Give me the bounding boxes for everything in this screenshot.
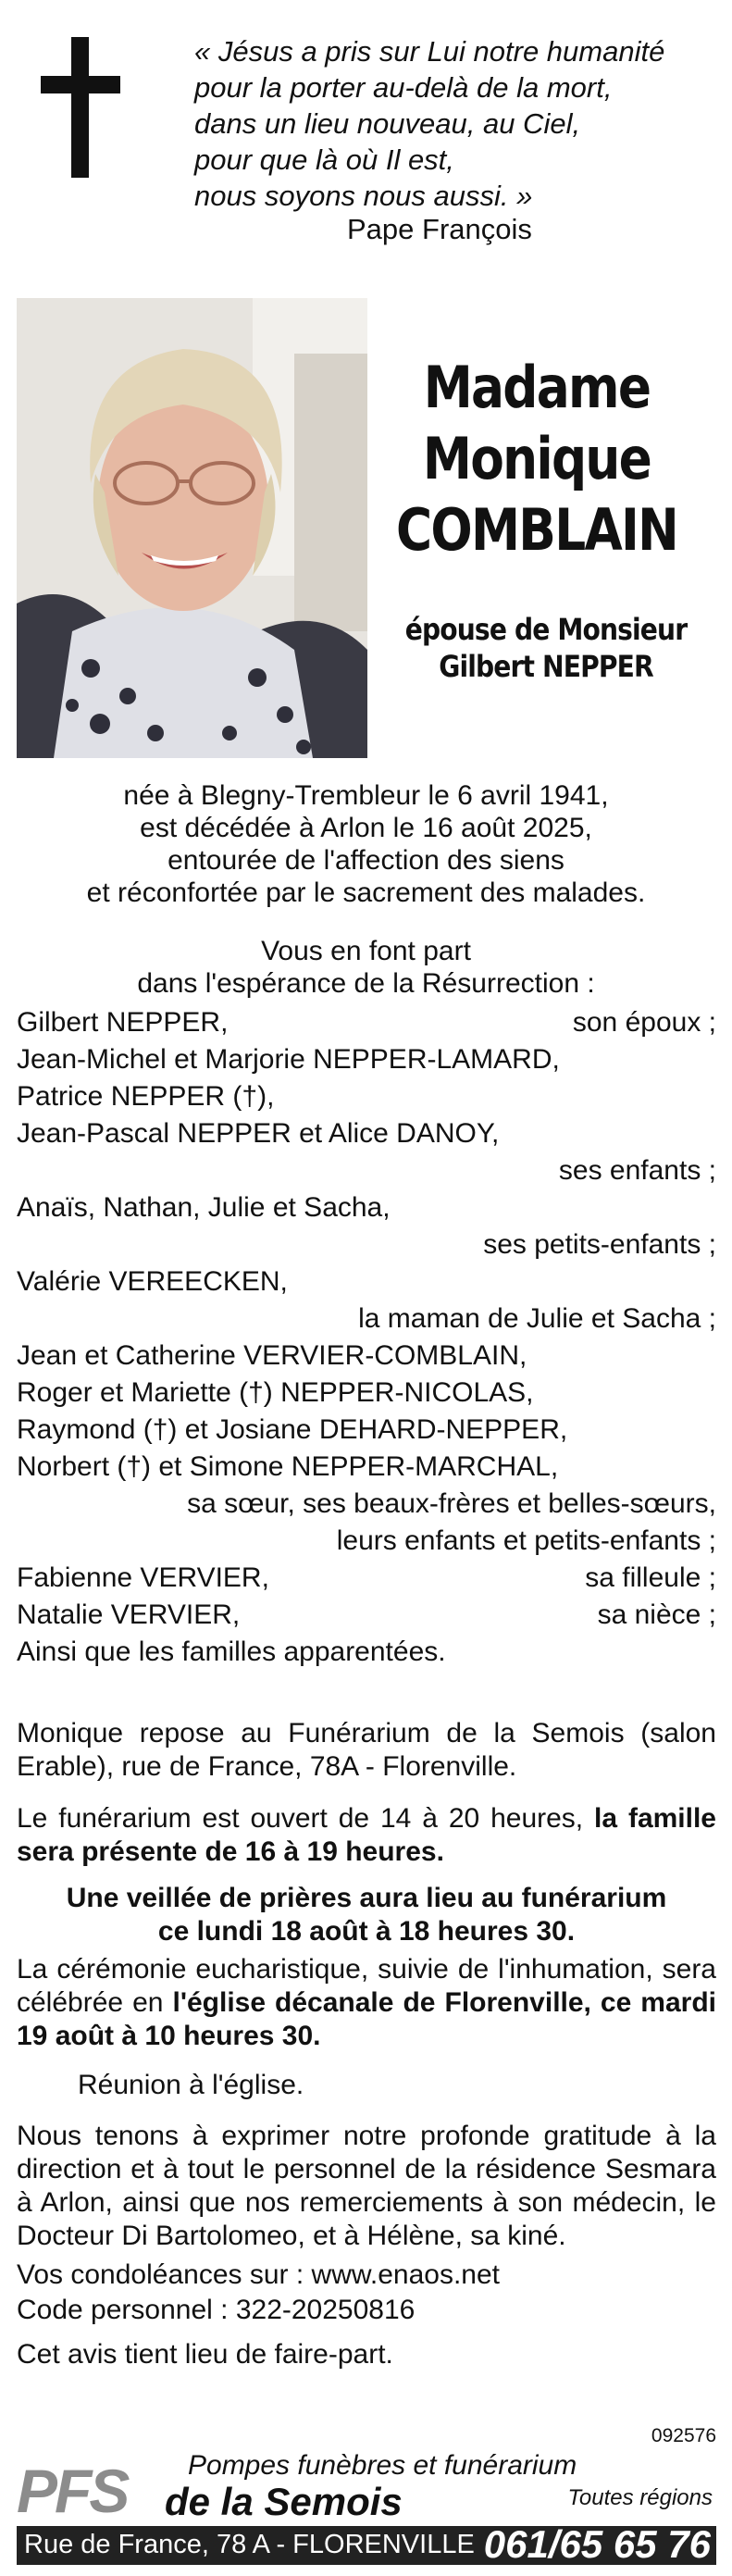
first-name: Monique [422, 425, 651, 492]
portrait-illustration [17, 298, 367, 758]
list-item: Raymond (†) et Josiane DEHARD-NEPPER, [17, 1414, 568, 1445]
deceased-name [390, 352, 684, 566]
notify-text [0, 935, 732, 1000]
cross-icon [41, 37, 120, 178]
quote-line: pour que là où Il est, [194, 143, 454, 176]
quote-line: pour la porter au-delà de la mort, [194, 71, 613, 104]
list-item: Norbert (†) et Simone NEPPER-MARCHAL, [17, 1451, 559, 1482]
list-item: Roger et Mariette (†) NEPPER-NICOLAS, [17, 1377, 534, 1408]
spouse-info [395, 611, 697, 685]
list-item: Anaïs, Nathan, Julie et Sacha, [17, 1192, 391, 1223]
regions-label: Toutes régions [567, 2485, 713, 2510]
relation-label: ses enfants ; [558, 1155, 716, 1186]
personal-code: Code personnel : 322-20250816 [17, 2295, 416, 2325]
meeting-text: Réunion à l'église. [78, 2070, 304, 2100]
thanks-text: Nous tenons à exprimer notre profonde gratitude à la direction et à tout le personnel de la résidence Sesmara à Arlon, ainsi que nos remerciements à son médecin, le Docteur Di Bartolomeo, et à Hélène, sa kiné. [17, 2121, 716, 2251]
list-item: Jean-Pascal NEPPER et Alice DANOY, [17, 1118, 500, 1149]
funeral-home-tagline: Pompes funèbres et funérarium [188, 2450, 577, 2481]
spouse-line: épouse de Monsieur [404, 612, 688, 647]
funeral-home-banner [17, 2448, 716, 2569]
family-list [17, 1004, 716, 1671]
list-item: Patrice NEPPER (†), [17, 1081, 275, 1112]
spouse-line: Gilbert NEPPER [439, 649, 653, 684]
quote-line: dans un lieu nouveau, au Ciel, [194, 107, 581, 140]
repose-text: Monique repose au Funérarium de la Semois (salon Erable), rue de France, 78A - Florenville. [17, 1718, 716, 1782]
quote-author: Pape François [347, 213, 532, 245]
notify-line: dans l'espérance de la Résurrection : [137, 968, 595, 999]
relation-label: sa sœur, ses beaux-frères et belles-sœurs, [187, 1488, 716, 1519]
quote-line: « Jésus a pris sur Lui notre humanité [194, 35, 665, 68]
birth-death-text [0, 779, 732, 909]
list-item: Fabienne VERVIER, sa filleule ; [17, 1562, 716, 1593]
list-item: Jean et Catherine VERVIER-COMBLAIN, [17, 1340, 527, 1371]
list-item: Valérie VEREECKEN, [17, 1266, 288, 1297]
condolences-block [17, 2259, 716, 2371]
birth-line: née à Blegny-Trembleur le 6 avril 1941, [123, 780, 609, 811]
hours-text: Le funérarium est ouvert de 14 à 20 heures, la famille sera présente de 16 à 19 heures. [17, 1803, 716, 1867]
affection-line: entourée de l'affection des siens [167, 845, 565, 876]
reference-number: 092576 [651, 2425, 716, 2446]
list-item: Gilbert NEPPER, son époux ; [17, 1007, 716, 1038]
relation-label: leurs enfants et petits-enfants ; [336, 1525, 716, 1556]
death-line: est décédée à Arlon le 16 août 2025, [140, 813, 592, 843]
ceremony-text: La cérémonie eucharistique, suivie de l'inhumation, sera célébrée en l'église décanale de Florenville, ce mardi 19 août à 10 heures 30. [17, 1954, 716, 2051]
list-item: Jean-Michel et Marjorie NEPPER-LAMARD, [17, 1044, 560, 1075]
funeral-home-address: Rue de France, 78 A - FLORENVILLE [24, 2530, 475, 2559]
quote-line: nous soyons nous aussi. » [194, 180, 533, 212]
last-name: COMBLAIN [395, 496, 678, 564]
address-bar [17, 2522, 716, 2566]
portrait-photo [17, 298, 367, 758]
funeral-home-name: de la Semois [165, 2480, 403, 2523]
notice-text: Cet avis tient lieu de faire-part. [17, 2339, 393, 2370]
sacrament-line: et réconfortée par le sacrement des malades. [86, 877, 646, 908]
relation-label: la maman de Julie et Sacha ; [358, 1303, 716, 1334]
quote [194, 33, 676, 214]
notify-line: Vous en font part [261, 936, 471, 966]
relation-label: ses petits-enfants ; [483, 1229, 716, 1260]
pfs-logo: PFS [17, 2457, 128, 2525]
list-item: Ainsi que les familles apparentées. [17, 1636, 446, 1667]
condolences-link[interactable]: Vos condoléances sur : www.enaos.net [17, 2259, 500, 2290]
vigil-text: Une veillée de prières aura lieu au funérarium ce lundi 18 août à 18 heures 30. [66, 1883, 667, 1947]
funeral-home-phone[interactable]: 061/65 65 76 [483, 2522, 711, 2566]
title-line: Madame [423, 354, 651, 421]
list-item: Natalie VERVIER, sa nièce ; [17, 1599, 716, 1630]
